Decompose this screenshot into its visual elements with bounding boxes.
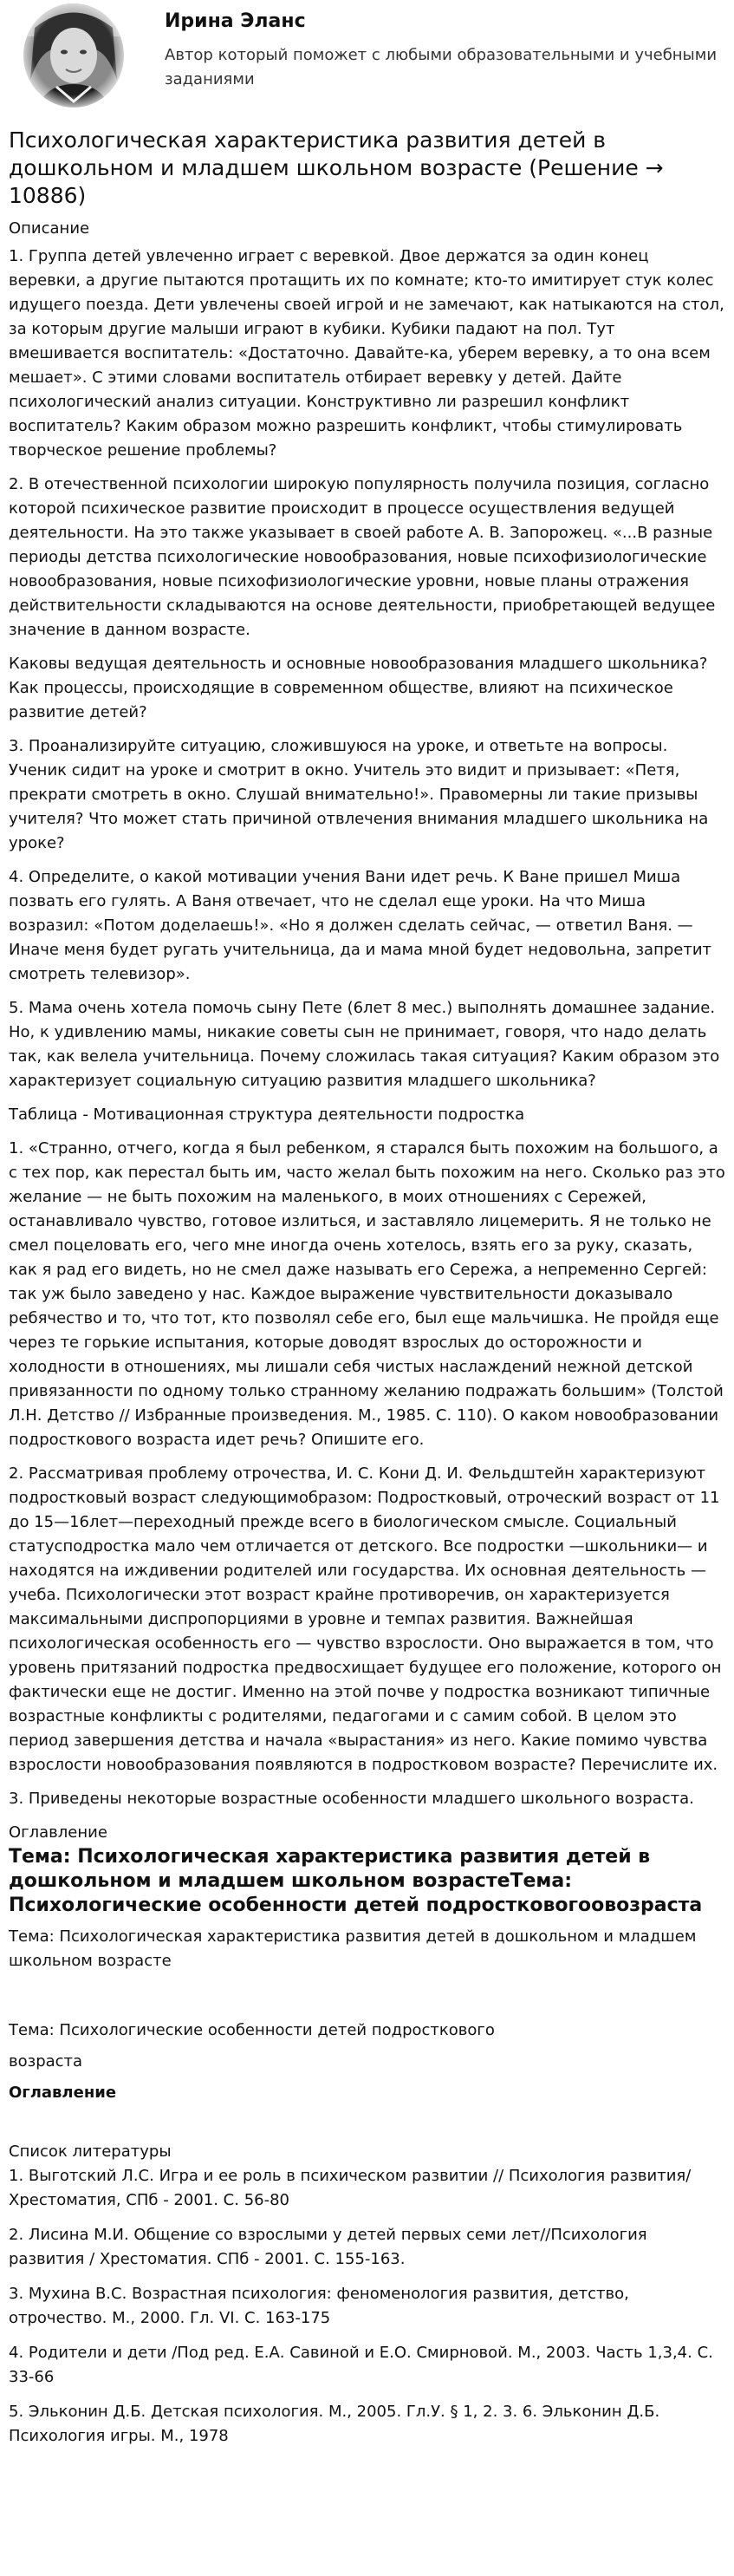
task-paragraph: 1. «Странно, отчего, когда я был ребенком, я старался быть похожим на большого, а с тех пор, как перестал быть им, часто желал быть похожим на него. Сколько раз это желание — не быть похожим на маленького, в моих отношениях с Сережей, останавливало чувство, готовое излиться, и заставляло лицемерить. Я не только не смел поцеловать его, чего мне иногда очень хотелось, взять его за руку, сказать, как я рад его видеть, но не смел даже называть его Сережа, а непременно Сергей: так уж было заведено у нас. Каждое выражение чувствительности доказывало ребячество и то, что тот, кто позволял себе его, был еще мальчишка. Не пройдя еще через те горькие испытания, которые доводят взрослых до осторожности и холодности в отношениях, мы лишали себя чистых наслаждений нежной детской привязанности по одному только странному желанию подражать большим» (Толстой Л.Н. Детство // Избранные произведения. М., 1985. С. 110). О каком новообразовании подросткового возраста идет речь? Опишите его. (9, 1139, 725, 1449)
task-paragraph: 3. Проанализируйте ситуацию, сложившуюся на уроке, и ответьте на вопросы. Ученик сидит на уроке и смотрит в окно. Учитель это видит и призывает: «Петя, прекрати смотреть в окно. Слушай внимательно!». Правомерны ли такие призывы учителя? Что может стать причиной отвлечения внимания младшего школьника на уроке? (9, 737, 709, 852)
task-paragraph: 2. Рассматривая проблему отрочества, И. С. Кони Д. И. Фельдштейн характеризуют подростковый возраст следующимобразом: Подростковый, отроческий возраст от 11 до 15—16лет—переходный прежде всего в биологическом смысле. Социальный статусподростка мало чем отличается от детского. Все подростки —школьники— и находятся на иждивении родителей или государства. Их основная деятельность — учеба. Психологически этот возраст крайне противоречив, он характеризуется максимальными диспропорциями в уровне и темпах развития. Важнейшая психологическая особенность его — чувство взрослости. Оно выражается в том, что уровень притязаний подростка предвосхищает будущее его положение, которого он фактически еще не достиг. Именно на этой почве у подростка возникают типичные возрастные конфликты с родителями, педагогами и с самим собой. В целом это период завершения детства и начала «вырастания» из него. Какие помимо чувства взрослости новообразования появляются в подростковом возрасте? Перечислите их. (9, 1464, 722, 1774)
literature-item: 4. Родители и дети /Под ред. Е.А. Савиной и Е.О. Смирновой. М., 2003. Часть 1,3,4. С. 33-66 (9, 2344, 713, 2386)
task-paragraph: 2. В отечественной психологии широкую популярность получила позиция, согласно которой психическое развитие происходит в процессе осуществления ведущей деятельности. На это также указывает в своей работе А. В. Запорожец. «...В разные периоды детства психологические новообразования, новые психофизиологические новообразования, новые психофизиологические уровни, новые планы отражения действительности складываются на основе деятельности, приобретающей ведущее значение в данном возрасте. (9, 475, 716, 639)
contents-label: Оглавление (9, 1823, 107, 1842)
literature-item: 5. Эльконин Д.Б. Детская психология. М., 2005. Гл.У. § 1, 2. 3. 6. Эльконин Д.Б. Психология игры. М., 1978 (9, 2403, 660, 2445)
task-paragraph: 3. Приведены некоторые возрастные особенности младшего школьного возраста. (9, 1790, 694, 1808)
literature-item: 3. Мухина В.С. Возрастная психология: феноменология развития, детство, отрочество. М., 2000. Гл. VI. С. 163-175 (9, 2285, 629, 2327)
literature-item: 1. Выготский Л.С. Игра и ее роль в психическом развитии // Психология развития/ Хрестоматия, СПб - 2001. С. 56-80 (9, 2167, 692, 2209)
author-avatar (9, 2, 139, 114)
task-paragraph: 5. Мама очень хотела помочь сыну Пете (6лет 8 мес.) выполнять домашнее задание. Но, к удивлению мамы, никакие советы сын не принимает, говоря, что надо делать так, как велела учительница. Почему сложилась такая ситуация? Каким образом это характеризует социальную ситуацию развития младшего школьника? (9, 999, 720, 1090)
table-caption: Таблица - Мотивационная структура деятельности подростка (9, 1105, 525, 1124)
topic-line: Тема: Психологическая характеристика развития детей в дошкольном и младшем школьном возрасте (9, 1927, 697, 1970)
topic-line: возраста (9, 2052, 83, 2071)
task-paragraph: Каковы ведущая деятельность и основные новообразования младшего школьника? Как процессы, происходящие в современном обществе, влияют на психическое развитие детей? (9, 655, 708, 721)
literature-section (9, 2140, 725, 2449)
literature-label: Список литературы (9, 2142, 172, 2161)
contents-heading: Тема: Психологическая характеристика развития детей в дошкольном и младшем школьном возрастеТема: Психологические особенности детей подростковогоовозраста (9, 1846, 703, 1916)
task-title: Психологическая характеристика развития детей в дошкольном и младшем школьном возрасте (Решение → 10886) (9, 127, 664, 208)
author-header (9, 0, 725, 121)
toc-label: Оглавление (9, 2084, 117, 2102)
contents-section (9, 1821, 725, 2140)
author-name: Ирина Эланс (165, 10, 306, 32)
task-paragraph: 1. Группа детей увлеченно играет с веревкой. Двое держатся за один конец веревки, а другие пытаются протащить их по комнате; кто-то имитирует стук колес идущего поезда. Дети увлечены своей игрой и не замечают, как натыкаются на стол, за которым другие малыши играют в кубики. Кубики падают на пол. Тут вмешивается воспитатель: «Достаточно. Давайте-ка, уберем веревку, а то она всем мешает». С этими словами воспитатель отбирает веревку у детей. Дайте психологический анализ ситуации. Конструктивно ли разрешил конфликт воспитатель? Каким образом можно разрешить конфликт, чтобы стимулировать творческое решение проблемы? (9, 247, 724, 460)
literature-item: 2. Лисина М.И. Общение со взрослыми у детей первых семи лет//Психология развития / Хрестоматия. СПб - 2001. С. 155-163. (9, 2226, 647, 2268)
description-section (9, 245, 725, 1811)
description-label: Описание (9, 219, 90, 238)
author-info (165, 2, 719, 92)
topic-line: Тема: Психологические особенности детей подросткового (9, 2021, 495, 2039)
task-paragraph: 4. Определите, о какой мотивации учения Вани идет речь. К Ване пришел Миша позвать его гулять. А Ваня отвечает, что не сделал еще уроки. На что Миша возразил: «Потом доделаешь!». «Но я должен сделать сейчас, — ответил Ваня. — Иначе меня будет ругать учительница, да и мама мной будет недовольна, запретит смотреть телевизор». (9, 868, 712, 983)
author-description: Автор который поможет с любыми образовательными и учебными заданиями (165, 46, 718, 88)
